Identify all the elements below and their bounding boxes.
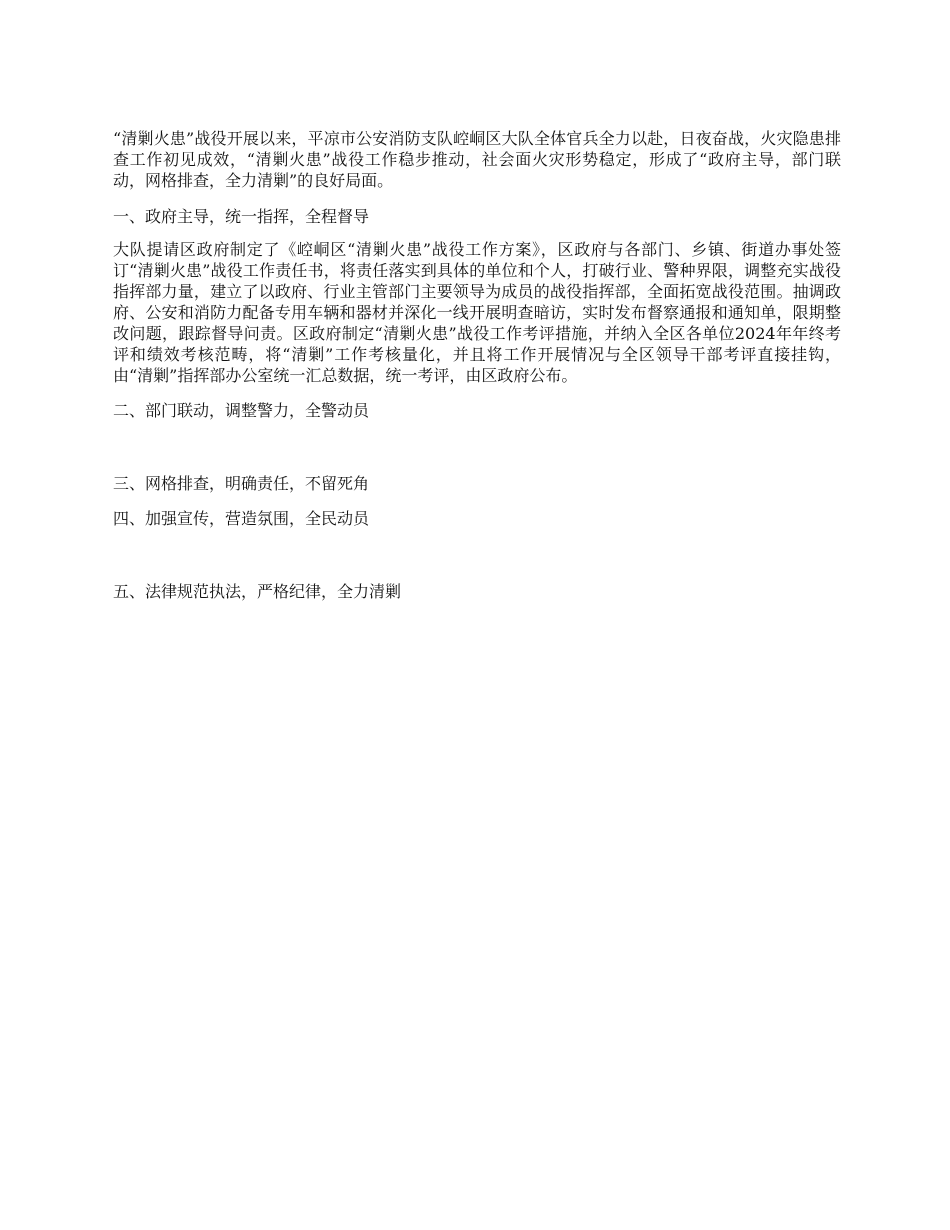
section-heading-5: 五、法律规范执法，严格纪律，全力清剿 xyxy=(113,582,402,601)
section-body-1: 大队提请区政府制定了《崆峒区“清剿火患”战役工作方案》，区政府与各部门、乡镇、街道办事处签订“清剿火患”战役工作责任书，将责任落实到具体的单位和个人，打破行业、警种界限，调整充实战役指挥部力量，建立了以政府、行业主管部门主要领导为成员的战役指挥部，全面拓宽战役范围。抽调政府、公安和消防力配备专用车辆和器材并深化一线开展明查暗访，实时发布督察通报和通知单，限期整改问题，跟踪督导问责。区政府制定“清剿火患”战役工作考评措施，并纳入全区各单位2024年年终考评和绩效考核范畴，将“清剿”工作考核量化，并且将工作开展情况与全区领导干部考评直接挂钩，由“清剿”指挥部办公室统一汇总数据，统一考评，由区政府公布。 xyxy=(113,240,841,385)
intro-paragraph: “清剿火患”战役开展以来，平凉市公安消防支队崆峒区大队全体官兵全力以赴，日夜奋战，火灾隐患排查工作初见成效，“清剿火患”战役工作稳步推动，社会面火灾形势稳定，形成了“政府主导，部门联动，网格排查，全力清剿”的良好局面。 xyxy=(113,129,841,190)
section-heading-3: 三、网格排查，明确责任，不留死角 xyxy=(113,474,370,493)
section-heading-2: 二、部门联动，调整警力，全警动员 xyxy=(113,401,370,420)
section-heading-4: 四、加强宣传，营造氛围，全民动员 xyxy=(113,509,370,528)
document-page xyxy=(113,128,841,602)
section-heading-1: 一、政府主导，统一指挥，全程督导 xyxy=(113,207,370,226)
